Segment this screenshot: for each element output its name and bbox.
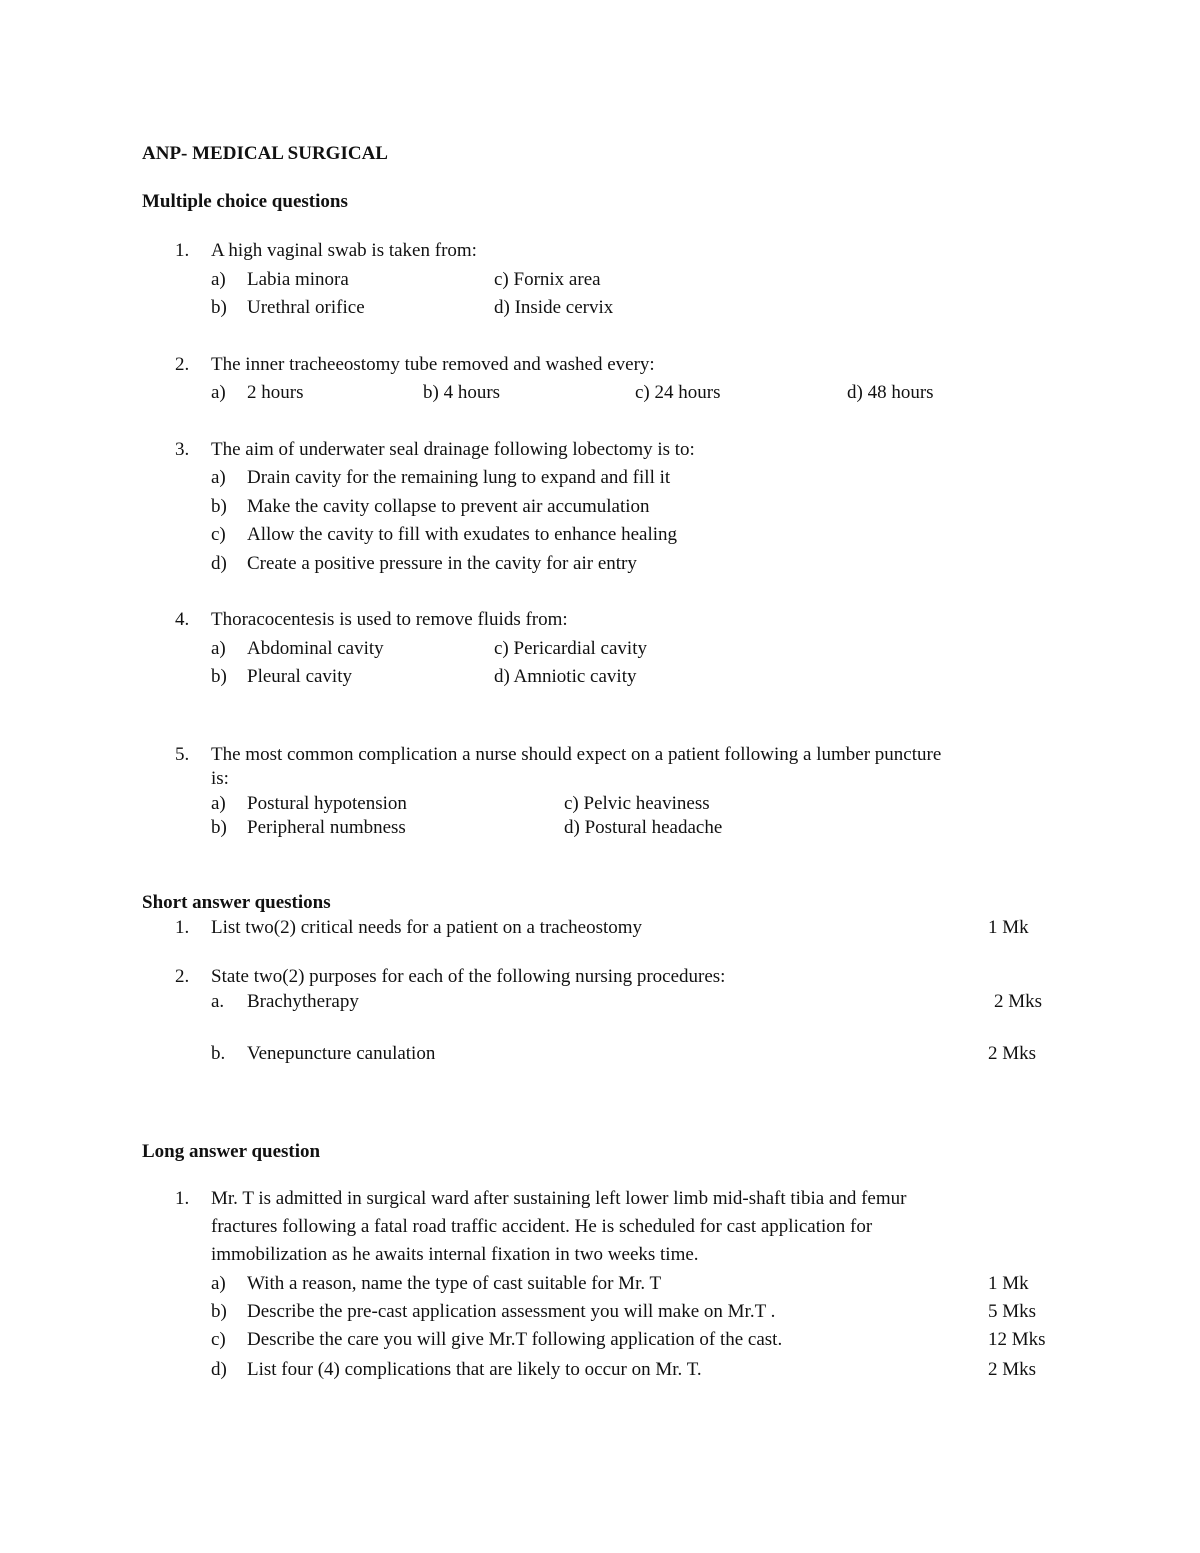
item-text: Brachytherapy <box>247 991 359 1012</box>
option-letter: a) <box>211 793 226 814</box>
item-text: Describe the pre-cast application assessment you will make on Mr.T . <box>247 1301 776 1322</box>
option-text: c) Pericardial cavity <box>494 638 647 659</box>
question-text: List two(2) critical needs for a patient on a tracheostomy <box>211 917 643 938</box>
option-letter: d) <box>211 553 227 574</box>
option-text: Create a positive pressure in the cavity for air entry <box>247 553 637 574</box>
option-text: b) 4 hours <box>423 382 501 403</box>
item-text: List four (4) complications that are likely to occur on Mr. T. <box>247 1359 702 1380</box>
option-letter: b) <box>211 496 227 517</box>
option-text: Postural hypotension <box>247 793 407 814</box>
question-number: 2. <box>175 354 190 375</box>
option-letter: a) <box>211 467 226 488</box>
marks-label: 12 Mks <box>988 1329 1046 1350</box>
marks-label: 2 Mks <box>988 1359 1037 1380</box>
option-text: d) Inside cervix <box>494 297 614 318</box>
question-number: 1. <box>175 1188 190 1209</box>
question-text-line: Mr. T is admitted in surgical ward after sustaining left lower limb mid-shaft tibia and femur <box>211 1188 907 1209</box>
option-text: d) Amniotic cavity <box>494 666 637 687</box>
item-letter: b. <box>211 1043 226 1064</box>
option-text: c) Fornix area <box>494 269 601 290</box>
item-letter: b) <box>211 1301 227 1322</box>
item-letter: a. <box>211 991 225 1012</box>
item-text: Venepuncture canulation <box>247 1043 436 1064</box>
question-number: 4. <box>175 609 190 630</box>
question-text: The aim of underwater seal drainage following lobectomy is to: <box>211 439 695 460</box>
question-text-continued: is: <box>211 768 229 789</box>
option-text: Pleural cavity <box>247 666 352 687</box>
item-letter: d) <box>211 1359 227 1380</box>
option-letter: a) <box>211 382 226 403</box>
question-text: The inner tracheeostomy tube removed and washed every: <box>211 354 655 375</box>
question-number: 3. <box>175 439 190 460</box>
marks-label: 2 Mks <box>994 991 1043 1012</box>
question-text: The most common complication a nurse should expect on a patient following a lumber puncture <box>211 744 942 765</box>
option-text: Allow the cavity to fill with exudates to enhance healing <box>247 524 678 545</box>
option-text: d) Postural headache <box>564 817 723 838</box>
option-text: Urethral orifice <box>247 297 365 318</box>
option-text: c) Pelvic heaviness <box>564 793 710 814</box>
long-answer-heading: Long answer question <box>142 1141 321 1162</box>
option-text: 2 hours <box>247 382 304 403</box>
document-title: ANP- MEDICAL SURGICAL <box>142 143 388 164</box>
marks-label: 2 Mks <box>988 1043 1037 1064</box>
question-number: 5. <box>175 744 190 765</box>
marks-label: 1 Mk <box>988 1273 1029 1294</box>
option-letter: b) <box>211 666 227 687</box>
item-letter: c) <box>211 1329 226 1350</box>
option-text: c) 24 hours <box>635 382 721 403</box>
option-text: Peripheral numbness <box>247 817 406 838</box>
option-text: Make the cavity collapse to prevent air accumulation <box>247 496 650 517</box>
option-text: Abdominal cavity <box>247 638 384 659</box>
option-letter: a) <box>211 638 226 659</box>
option-text: Drain cavity for the remaining lung to expand and fill it <box>247 467 671 488</box>
item-text: Describe the care you will give Mr.T following application of the cast. <box>247 1329 783 1350</box>
mcq-heading: Multiple choice questions <box>142 191 348 212</box>
option-letter: a) <box>211 269 226 290</box>
question-number: 1. <box>175 917 190 938</box>
option-text: Labia minora <box>247 269 349 290</box>
marks-label: 1 Mk <box>988 917 1029 938</box>
question-text-line: fractures following a fatal road traffic accident. He is scheduled for cast application for <box>211 1216 873 1237</box>
option-text: d) 48 hours <box>847 382 934 403</box>
question-number: 1. <box>175 240 190 261</box>
option-letter: c) <box>211 524 226 545</box>
question-number: 2. <box>175 966 190 987</box>
question-text: Thoracocentesis is used to remove fluids from: <box>211 609 568 630</box>
question-text: A high vaginal swab is taken from: <box>211 240 477 261</box>
short-answer-heading: Short answer questions <box>142 892 331 913</box>
option-letter: b) <box>211 297 227 318</box>
item-text: With a reason, name the type of cast suitable for Mr. T <box>247 1273 662 1294</box>
marks-label: 5 Mks <box>988 1301 1037 1322</box>
question-text-line: immobilization as he awaits internal fixation in two weeks time. <box>211 1244 699 1265</box>
question-text: State two(2) purposes for each of the following nursing procedures: <box>211 966 726 987</box>
item-letter: a) <box>211 1273 226 1294</box>
option-letter: b) <box>211 817 227 838</box>
